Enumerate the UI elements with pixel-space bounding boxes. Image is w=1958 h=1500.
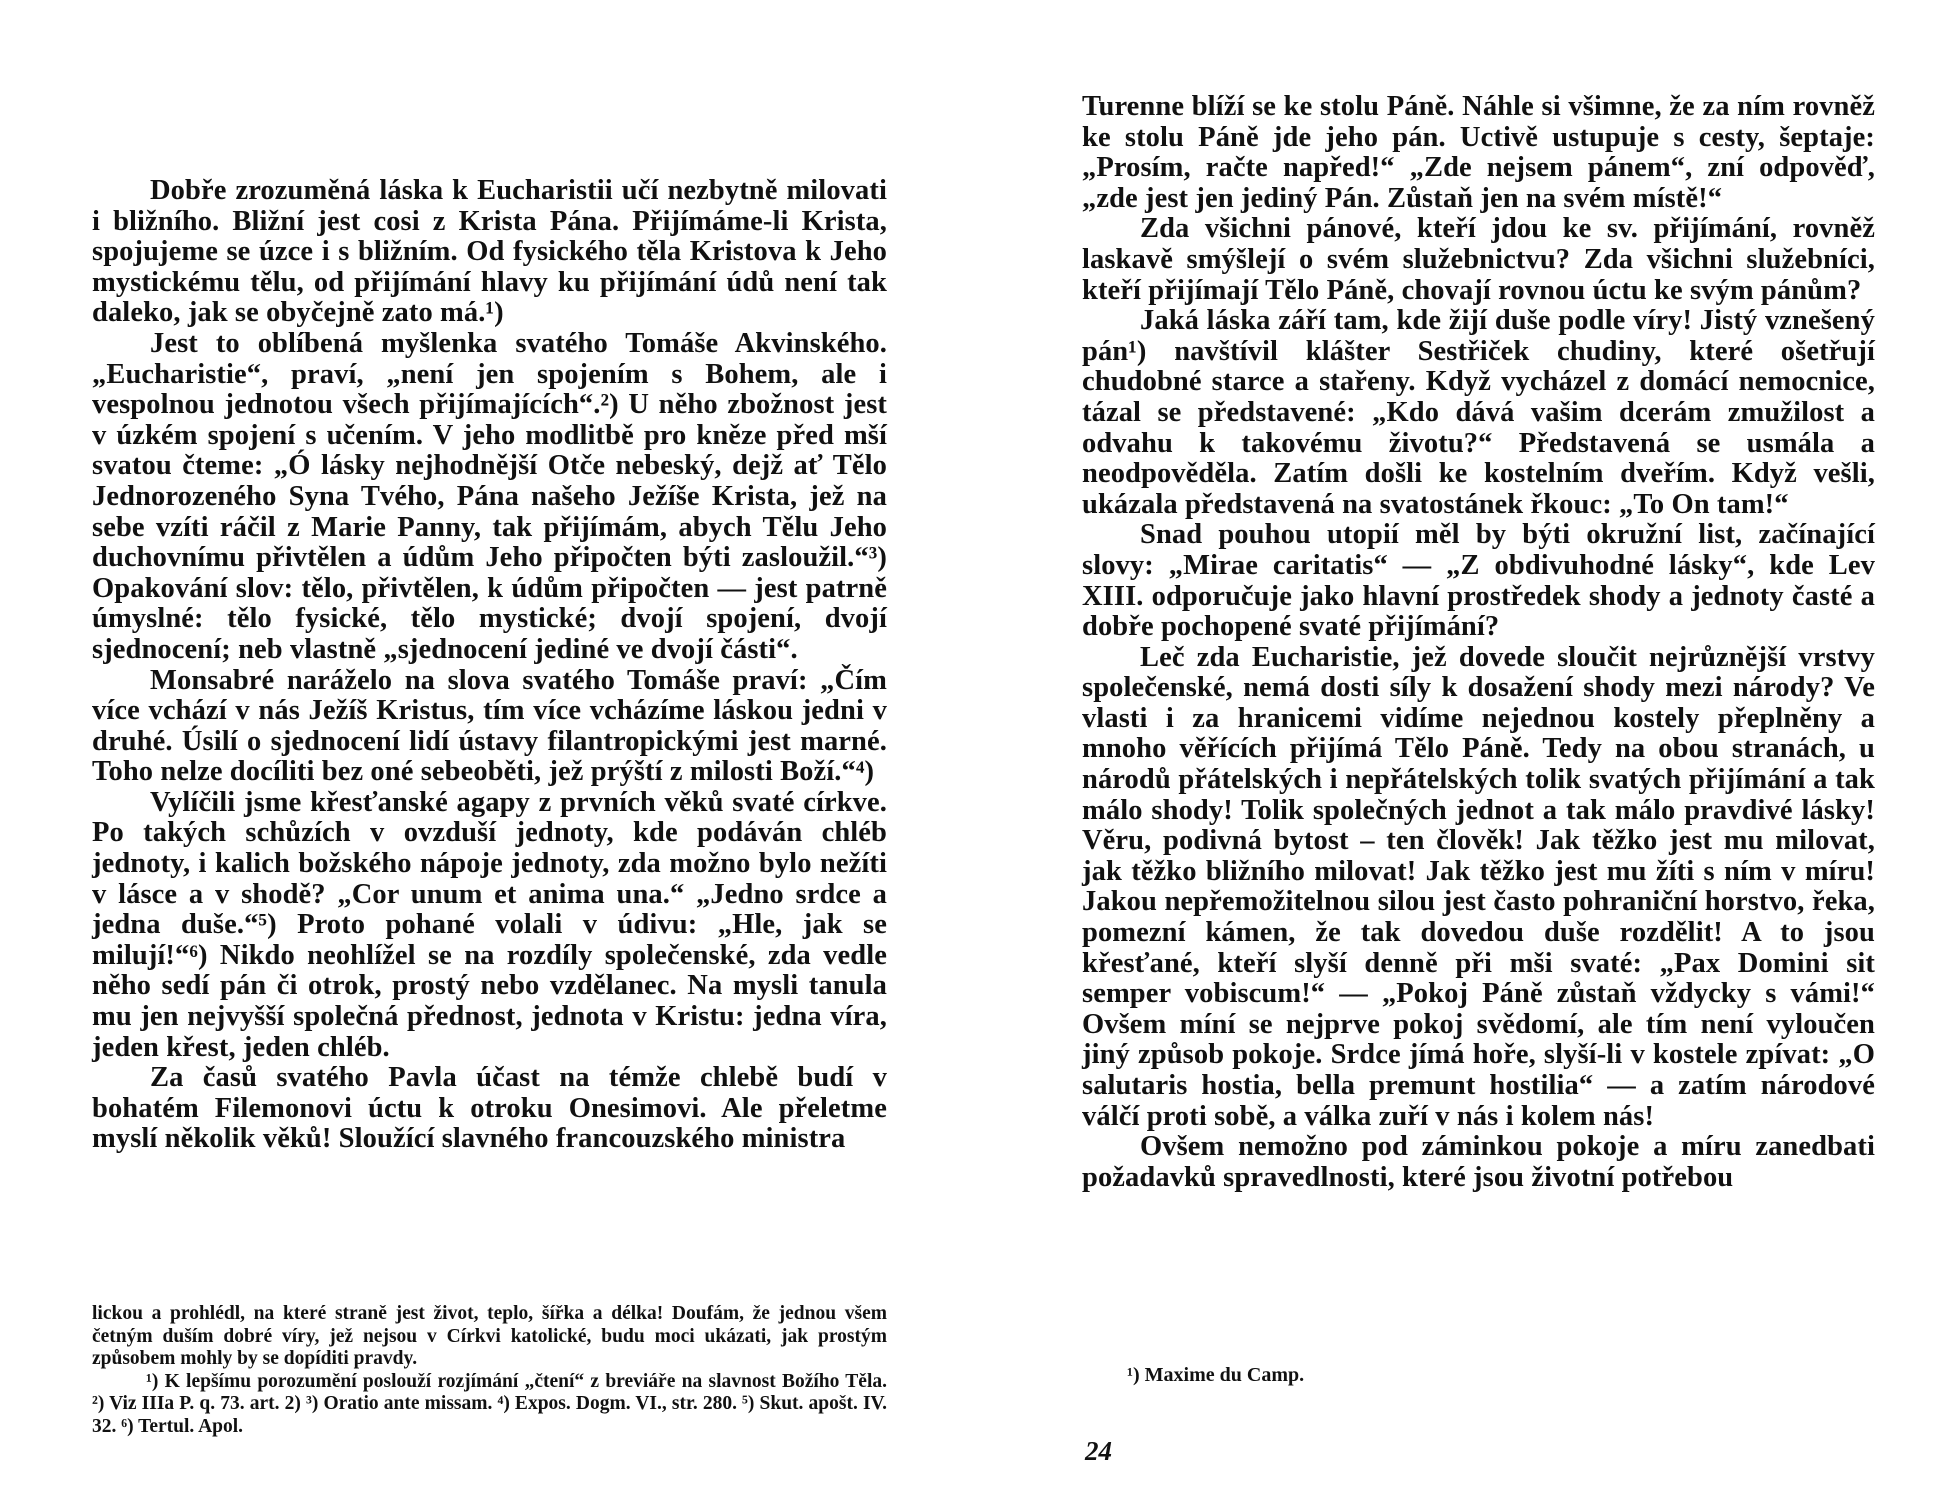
right-page [979,0,1958,1500]
paragraph: Jaká láska září tam, kde žijí duše podle víry! Jistý vznešený pán¹) navštívil klášter Sestřiček chudiny, které ošetřují chudobné starce a stařeny. Když vycházel z domácí nemocnice, tázal se představené: „Kdo dává vašim dcerám zmužilost a odvahu k takovému životu?“ Představená se usmála a neodpověděla. Zatím došli ke kostelním dveřím. Když vešli, ukázala představená na svatostánek řkouc: „To On tam!“ [1082,305,1875,520]
paragraph: Leč zda Eucharistie, jež dovede sloučit nejrůznější vrstvy společenské, nemá dosti síly k dosažení shody mezi národy? Ve vlasti i za hranicemi vidíme nejednou kostely přeplněny a mnoho věřících přijímá Tělo Páně. Tedy na obou stranách, u národů přátelských i nepřátelských tolik svatých přijímání a tak málo shody! Tolik společných jednot a tak málo pravdivé lásky! Věru, podivná bytost – ten člověk! Jak těžko jest mu milovat, jak těžko bližního milovat! Jak těžko jest mu žíti s ním v míru! Jakou nepřemožitelnou silou jest často pohraniční horstvo, řeka, pomezní kámen, že tak dovedou duše rozdělit! A to jsou křesťané, kteří slyší denně při mši svaté: „Pax Domini sit semper vobiscum!“ — „Pokoj Páně zůstaň vždycky s vámi!“ Ovšem míní se nejprve pokoj svědomí, ale tím není vyloučen jiný způsob pokoje. Srdce jímá hoře, slyší-li v kostele zpívat: „O salutaris hostia, bella premunt hostilia“ — a zatím národové válčí proti sobě, a válka zuří v nás i kolem nás! [1082,641,1875,1132]
paragraph: Vylíčili jsme křesťanské agapy z prvních věků svaté církve. Po takých schůzích v ovzduší jednoty, kde podáván chléb jednoty, i kalich božského nápoje jednoty, zda možno bylo nežíti v lásce a v shodě? „Cor unum et anima una.“ „Jedno srdce a jedna duše.“⁵) Proto pohané volali v údivu: „Hle, jak se milují!“⁶) Nikdo neohlížel se na rozdíly společenské, zda vedle něho sedí pán či otrok, prostý nebo vzdělanec. Na mysli tanula mu jen nejvyšší společná přednost, jednota v Kristu: jedna víra, jeden křest, jeden chléb. [92,786,887,1063]
paragraph: Snad pouhou utopií měl by býti okružní list, začínající slovy: „Mirae caritatis“ — „Z obdivuhodné lásky“, kde Lev XIII. odporučuje jako hlavní prostředek shody a jednoty časté a dobře pochopené svaté přijímání? [1082,519,1875,643]
page-number: 24 [1085,1436,1112,1466]
paragraph: Jest to oblíbená myšlenka svatého Tomáše Akvinského. „Eucharistie“, praví, „není jen spojením s Bohem, ale i vespolnou jednotou všech přijímajících“.²) U něho zbožnost jest v úzkém spojení s učením. V jeho modlitbě pro kněze před mší svatou čteme: „Ó lásky nejhodnější Otče nebeský, dejž ať Tělo Jednorozeného Syna Tvého, Pána našeho Ježíše Krista, jež na sebe vzíti ráčil z Marie Panny, tak přijímám, abych Tělu Jeho duchovnímu přivtělen a údům Jeho připočten býti zasloužil.“³) Opakování slov: tělo, přivtělen, k údům připočten — jest patrně úmyslné: tělo fysické, tělo mystické; dvojí spojení, dvojí sjednocení; neb vlastně „sjednocení jediné ve dvojí části“. [92,327,887,665]
paragraph: Dobře zrozuměná láska k Eucharistii učí nezbytně milovati i bližního. Bližní jest cosi z Krista Pána. Přijímáme-li Krista, spojujeme se úzce i s bližním. Od fysického těla Kristova k Jeho mystickému tělu, od přijímání hlavy ku přijímání údů není tak daleko, jak se obyčejně zato má.¹) [92,175,887,329]
left-page-body [92,176,887,1155]
paragraph: Turenne blíží se ke stolu Páně. Náhle si všimne, že za ním rovněž ke stolu Páně jde jeho pán. Uctivě ustupuje s cesty, šeptaje: „Prosím, račte napřed!“ „Zde nejsem pánem“, zní odpověď, „zde jest jen jediný Pán. Zůstaň jen na svém místě!“ [1082,91,1875,214]
paragraph: Za časů svatého Pavla účast na témže chlebě budí v bohatém Filemonovi úctu k otroku Onesimovi. Ale přeletme myslí několik věků! Sloužící slavného francouzského ministra [92,1062,887,1155]
right-page-body [1082,92,1875,1193]
left-page-footnotes [92,1303,887,1439]
footnote-references: ¹) K lepšímu porozumění poslouží rozjímání „čtení“ z breviáře na slavnost Božího Těla. ²) Viz IIIa P. q. 73. art. 2) ³) Oratio ante missam. ⁴) Expos. Dogm. VI., str. 280. ⁵) Skut. apošt. IV. 32. ⁶) Tertul. Apol. [92,1370,887,1437]
paragraph: Monsabré naráželo na slova svatého Tomáše praví: „Čím více vchází v nás Ježíš Kristus, tím více vcházíme láskou jedni v druhé. Úsilí o sjednocení lidí ústavy filantropickými jest marné. Toho nelze docíliti bez oné sebeoběti, jež prýští z milosti Boží.“⁴) [92,664,887,788]
footnote-continuation: lickou a prohlédl, na které straně jest život, teplo, šířka a délka! Doufám, že jednou všem četným duším dobré víry, jež nejsou v Církvi katolické, budu moci ukázati, jak prostým způsobem mohly by se dopíditi pravdy. [92,1303,887,1370]
right-page-footnote: ¹) Maxime du Camp. [1127,1364,1305,1386]
paragraph: Ovšem nemožno pod záminkou pokoje a míru zanedbati požadavků spravedlnosti, které jsou životní potřebou [1082,1131,1875,1193]
paragraph: Zda všichni pánové, kteří jdou ke sv. přijímání, rovněž laskavě smýšlejí o svém služebnictvu? Zda všichni služebníci, kteří přijímají Tělo Páně, chovají rovnou úctu ke svým pánům? [1082,213,1875,306]
